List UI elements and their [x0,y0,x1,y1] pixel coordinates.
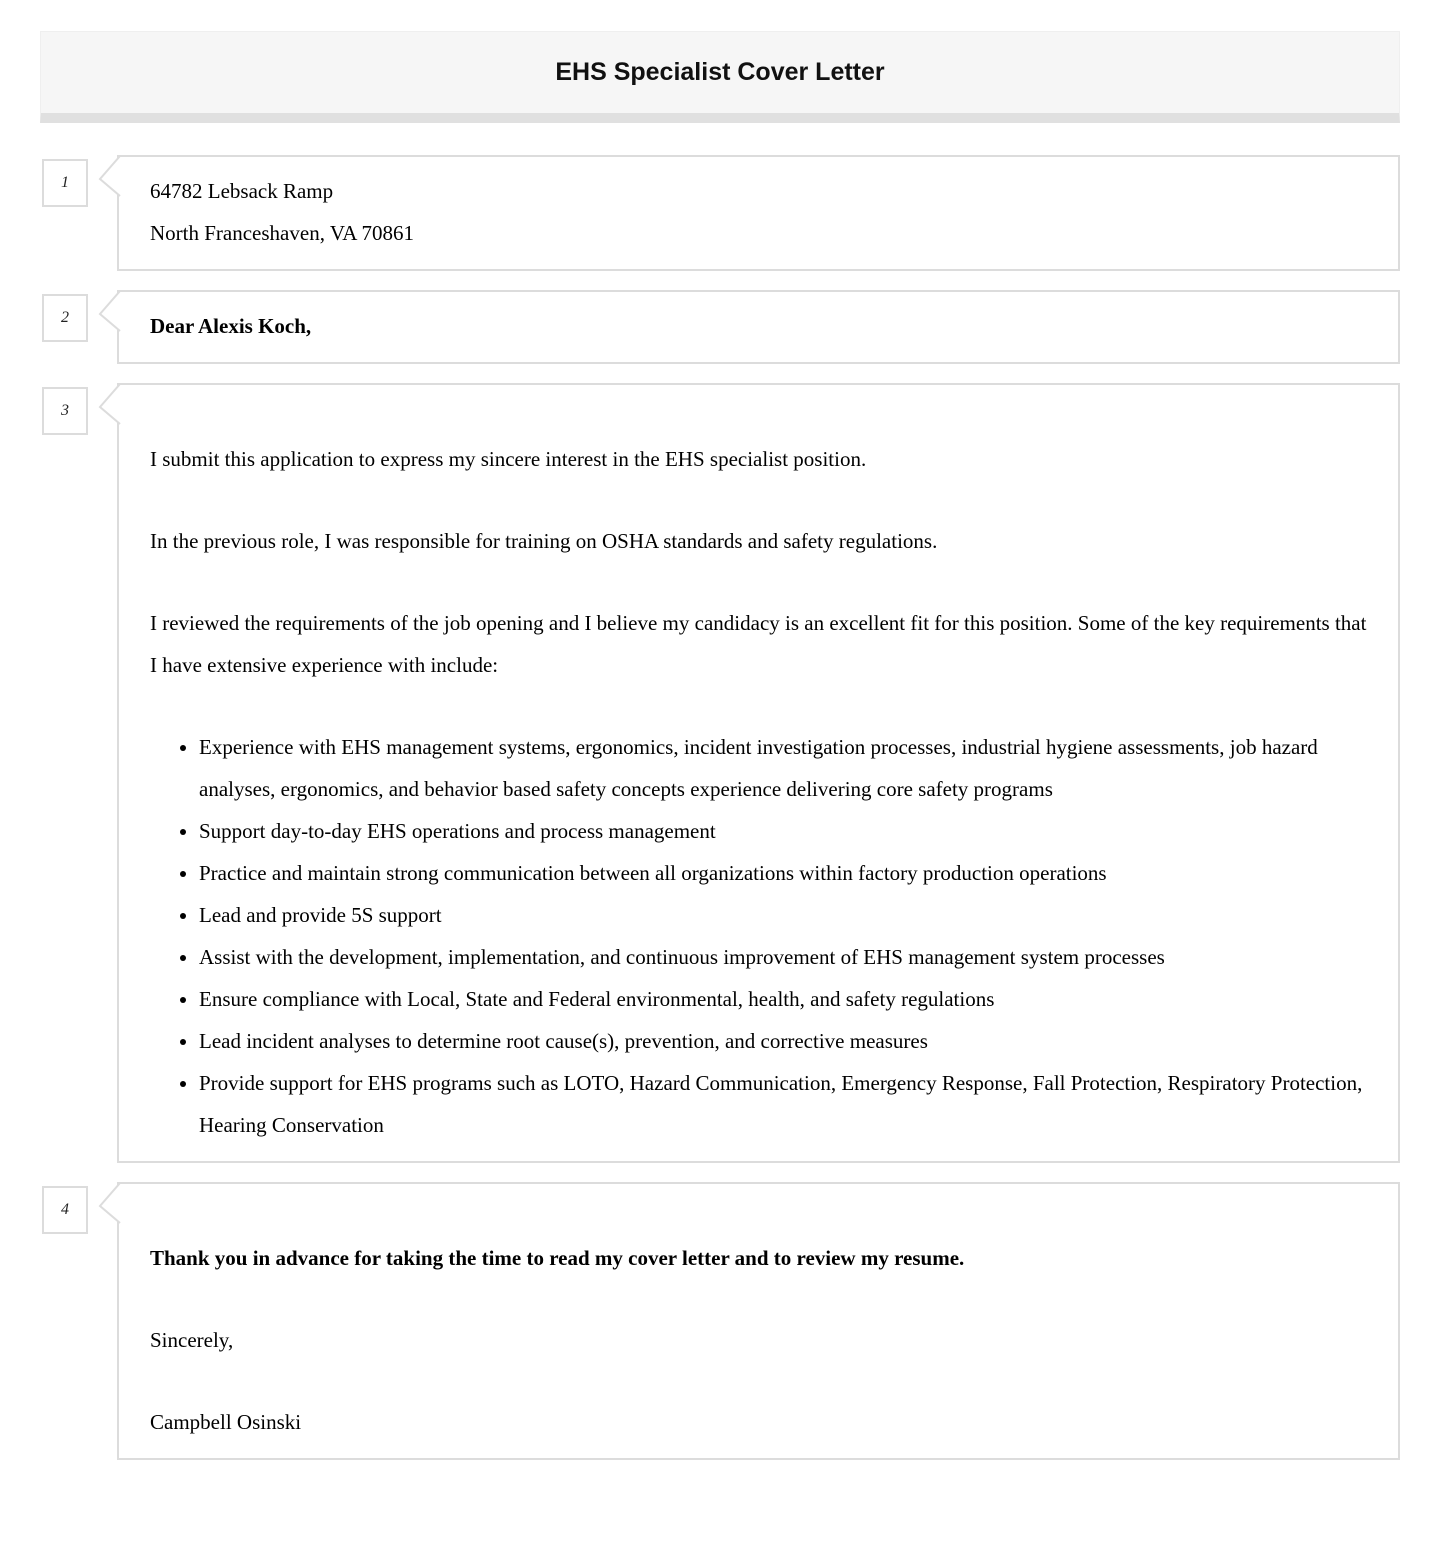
closing-box[interactable] [117,1182,1400,1460]
list-item: • Ensure compliance with Local, State and Federal environmental, health, and safety regulations [199,978,1367,1020]
list-item: • Practice and maintain strong communication between all organizations within factory production operations [199,852,1367,894]
address-line-2: North Franceshaven, VA 70861 [150,221,415,245]
section-salutation [42,290,1400,364]
section-number: 1 [61,174,69,191]
callout-arrow-icon [97,290,121,334]
signature: Campbell Osinski [150,1410,302,1434]
page-title: EHS Specialist Cover Letter [555,58,885,86]
body-paragraph-3: I reviewed the requirements of the job opening and I believe my candidacy is an excellent fit for this position. Some of the key requirements that I have extensive experience with include: [150,611,1367,677]
section-number: 2 [61,309,69,326]
callout-arrow-icon [97,1182,121,1226]
section-number: 3 [61,402,69,419]
section-address [42,155,1400,271]
salutation-box[interactable] [117,290,1400,364]
list-item: • Support day-to-day EHS operations and process management [199,810,1367,852]
section-number-badge-2 [42,294,88,342]
section-body [42,383,1400,1163]
list-item: • Experience with EHS management systems, ergonomics, incident investigation processes, industrial hygiene assessments, job hazard analyses, ergonomics, and behavior based safety concepts experience delivering core safety programs [199,726,1367,810]
body-paragraph-2: In the previous role, I was responsible for training on OSHA standards and safety regulations. [150,529,938,553]
requirements-list [150,726,1367,1146]
section-number: 4 [61,1201,69,1218]
address-line-1: 64782 Lebsack Ramp [150,179,334,203]
signoff: Sincerely, [150,1328,234,1352]
body-paragraph-1: I submit this application to express my sincere interest in the EHS specialist position. [150,447,867,471]
list-item: • Lead incident analyses to determine root cause(s), prevention, and corrective measures [199,1020,1367,1062]
section-number-badge-1 [42,159,88,207]
list-item: • Provide support for EHS programs such as LOTO, Hazard Communication, Emergency Response, Fall Protection, Respiratory Protection, Hearing Conservation [199,1062,1367,1146]
section-number-badge-4 [42,1186,88,1234]
body-box[interactable] [117,383,1400,1163]
list-item: • Assist with the development, implementation, and continuous improvement of EHS management system processes [199,936,1367,978]
callout-arrow-icon [97,155,121,199]
closing-thanks: Thank you in advance for taking the time to read my cover letter and to review my resume. [150,1246,965,1270]
callout-arrow-icon [97,383,121,427]
section-closing [42,1182,1400,1460]
address-box[interactable] [117,155,1400,271]
salutation-text: Dear Alexis Koch, [150,314,312,338]
section-number-badge-3 [42,387,88,435]
list-item: • Lead and provide 5S support [199,894,1367,936]
document-header [40,31,1400,123]
